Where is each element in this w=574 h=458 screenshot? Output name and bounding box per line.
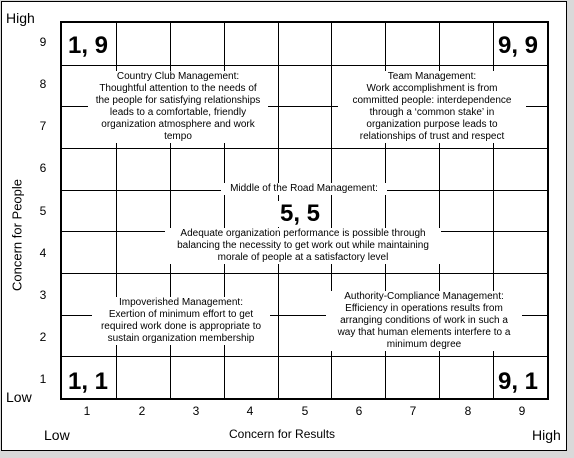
middle-road-title-box xyxy=(221,183,387,195)
x-tick-label: 3 xyxy=(192,404,200,418)
team-line: Work accomplishment is from xyxy=(366,83,498,94)
authority-compliance-line: Efficiency in operations results from xyxy=(345,303,503,314)
team-line: through a ‘common stake’ in xyxy=(369,107,495,118)
team-line: organization purpose leads to xyxy=(366,119,498,130)
y-tick-label: 9 xyxy=(39,35,47,49)
x-low-label: Low xyxy=(44,427,70,443)
y-tick-label: 3 xyxy=(39,288,47,302)
impoverished-line: Exertion of minimum effort to get xyxy=(108,309,254,320)
grid-horizontal-line xyxy=(62,273,547,274)
x-tick-label: 8 xyxy=(464,404,472,418)
x-tick-label: 2 xyxy=(138,404,146,418)
team-management-box xyxy=(338,71,526,143)
impoverished-title: Impoverished Management: xyxy=(119,297,243,308)
authority-compliance-management-box xyxy=(326,291,522,351)
impoverished-line: required work done is appropriate to xyxy=(100,321,262,332)
corner-label-9-9: 9, 9 xyxy=(498,32,539,59)
x-tick-label: 1 xyxy=(83,404,91,418)
country-club-line: the people for satisfying relationships xyxy=(95,95,261,106)
y-high-label: High xyxy=(6,10,35,26)
x-tick-label: 5 xyxy=(301,404,309,418)
middle-road-management-box xyxy=(165,228,441,264)
y-tick-label: 8 xyxy=(39,77,47,91)
impoverished-line: sustain organization membership xyxy=(107,333,255,344)
country-club-management-box xyxy=(88,71,268,143)
country-club-line: Thoughtful attention to the needs of xyxy=(99,83,257,94)
y-tick-label: 4 xyxy=(39,246,47,260)
grid-horizontal-line xyxy=(62,148,547,149)
x-tick-label: 9 xyxy=(518,404,526,418)
country-club-line: organization atmosphere and work xyxy=(101,119,255,130)
y-tick-label: 5 xyxy=(39,204,47,218)
corner-label-5-5: 5, 5 xyxy=(280,200,321,227)
y-axis-title: Concern for People xyxy=(9,178,25,292)
corner-label-1-1: 1, 1 xyxy=(68,368,109,395)
corner-label-9-1: 9, 1 xyxy=(498,368,539,395)
middle-road-line: Adequate organization performance is possible through xyxy=(180,228,426,239)
x-tick-label: 4 xyxy=(246,404,254,418)
y-tick-label: 1 xyxy=(39,372,47,386)
x-tick-label: 6 xyxy=(355,404,363,418)
authority-compliance-line: arranging conditions of work in such a xyxy=(340,315,508,326)
corner-label-1-9: 1, 9 xyxy=(68,32,109,59)
team-line: relationships of trust and respect xyxy=(359,131,505,142)
impoverished-management-box xyxy=(92,297,270,345)
grid-horizontal-line xyxy=(62,356,547,357)
middle-road-title: Middle of the Road Management: xyxy=(230,183,378,194)
y-tick-label: 2 xyxy=(39,330,47,344)
x-high-label: High xyxy=(532,427,561,443)
team-title: Team Management: xyxy=(387,71,477,82)
authority-compliance-title: Authority-Compliance Management: xyxy=(344,291,504,302)
country-club-title: Country Club Management: xyxy=(116,71,240,82)
team-line: committed people: interdependence xyxy=(352,95,512,106)
x-tick-label: 7 xyxy=(409,404,417,418)
figure-frame xyxy=(1,1,567,451)
country-club-line: tempo xyxy=(164,131,192,142)
authority-compliance-line: minimum degree xyxy=(386,339,462,350)
middle-road-line: morale of people at a satisfactory level xyxy=(217,252,389,263)
y-low-label: Low xyxy=(6,389,32,405)
y-tick-label: 7 xyxy=(39,119,47,133)
middle-road-line: balancing the necessity to get work out while maintaining xyxy=(177,240,429,251)
country-club-line: leads to a comfortable, friendly xyxy=(109,107,247,118)
x-axis-title: Concern for Results xyxy=(229,427,336,441)
authority-compliance-line: way that human elements interfere to a xyxy=(337,327,511,338)
grid-horizontal-line xyxy=(62,65,547,66)
y-tick-label: 6 xyxy=(39,161,47,175)
managerial-grid xyxy=(60,21,549,400)
